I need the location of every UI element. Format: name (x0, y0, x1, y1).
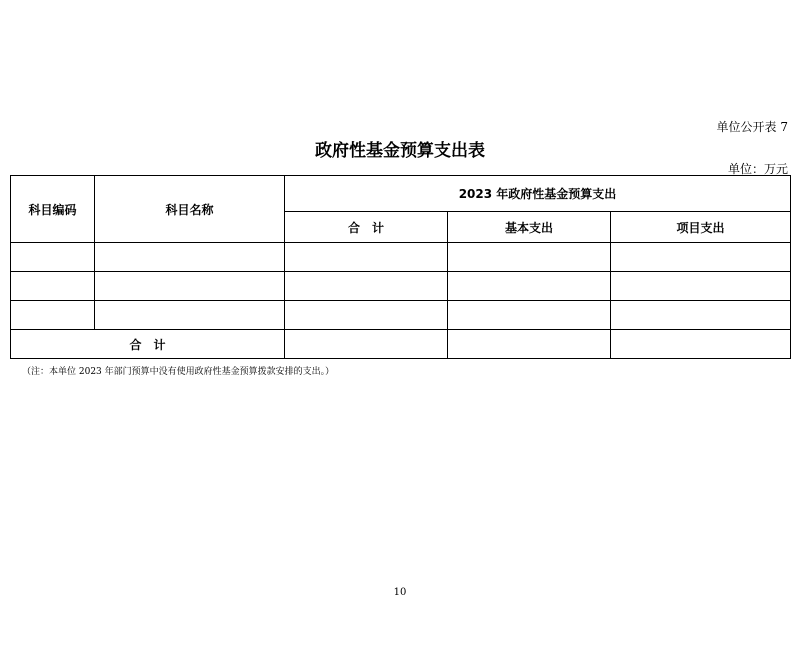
header-subject-name: 科目名称 (95, 176, 285, 243)
total-row-label: 合 计 (11, 330, 285, 359)
total-row (11, 330, 791, 359)
cell-name (95, 243, 285, 272)
cell-total (285, 272, 448, 301)
cell-project (611, 272, 791, 301)
cell-code (11, 301, 95, 330)
header-subject-code: 科目编码 (11, 176, 95, 243)
table-row (11, 243, 791, 272)
budget-table (10, 175, 791, 359)
header-total: 合 计 (285, 212, 448, 243)
cell-basic (448, 243, 611, 272)
cell-code (11, 272, 95, 301)
footnote: （注：本单位 2023 年部门预算中没有使用政府性基金预算拨款安排的支出。） (22, 367, 335, 377)
cell-total (285, 243, 448, 272)
unit-label: 单位：万元 (727, 162, 788, 176)
page-title: 政府性基金预算支出表 (315, 141, 485, 161)
total-cell-basic (448, 330, 611, 359)
cell-code (11, 243, 95, 272)
header-project-expenditure: 项目支出 (611, 212, 791, 243)
table-row (11, 301, 791, 330)
cell-project (611, 243, 791, 272)
cell-name (95, 272, 285, 301)
total-cell-total (285, 330, 448, 359)
cell-project (611, 301, 791, 330)
header-basic-expenditure: 基本支出 (448, 212, 611, 243)
cell-basic (448, 301, 611, 330)
cell-name (95, 301, 285, 330)
cell-total (285, 301, 448, 330)
total-cell-project (611, 330, 791, 359)
form-number: 单位公开表 7 (716, 120, 788, 134)
header-budget-group: 2023 年政府性基金预算支出 (285, 176, 791, 212)
table-row (11, 272, 791, 301)
cell-basic (448, 272, 611, 301)
page-number: 10 (393, 587, 407, 598)
